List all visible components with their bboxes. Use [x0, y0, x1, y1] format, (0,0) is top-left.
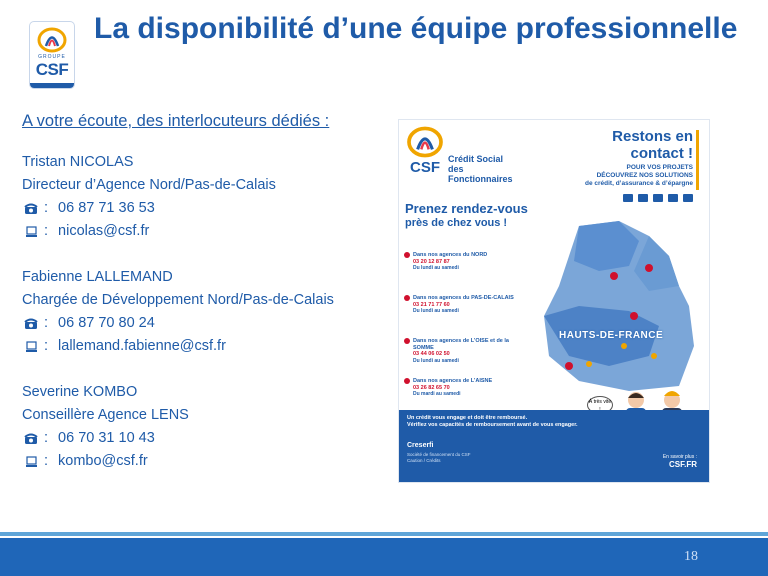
- contact-email[interactable]: lallemand.fabienne@csf.fr: [58, 338, 226, 354]
- contact-phone[interactable]: 06 87 70 80 24: [58, 315, 155, 331]
- page-title: La disponibilité d’une équipe professionnelle: [94, 12, 738, 45]
- location-pin-icon: [404, 295, 410, 301]
- legal-line1: Un crédit vous engage et doit être remboursé.: [407, 415, 528, 421]
- legal-notice: [407, 415, 578, 429]
- logo-sub: GROUPE: [38, 54, 66, 60]
- agency-entry: [413, 338, 513, 364]
- agency-entry: [413, 378, 492, 398]
- contact-role: Chargée de Développement Nord/Pas-de-Calais: [22, 292, 334, 308]
- creserfi-sub2: Caution / Crédits: [407, 458, 441, 463]
- contacts-column: [22, 110, 334, 496]
- savoir-label: En savoir plus :: [662, 454, 697, 460]
- contact-phone-row: [22, 312, 334, 335]
- poster-pour: [585, 164, 693, 188]
- intro-heading: A votre écoute, des interlocuteurs dédiés :: [22, 112, 330, 130]
- map-marker: [630, 312, 638, 320]
- contact-poster: [398, 119, 710, 483]
- agency-phone[interactable]: 03 44 06 02 50: [413, 351, 450, 357]
- computer-icon: [22, 341, 40, 353]
- poster-logo: [405, 126, 445, 182]
- separator: :: [44, 430, 49, 446]
- agency-label: Dans nos agences de L’OISE et de la SOMME: [413, 338, 509, 351]
- separator: :: [44, 338, 49, 354]
- pour-line1: POUR VOS PROJETS: [626, 164, 693, 171]
- contact-email-row: [22, 335, 334, 358]
- home-icon: [623, 194, 633, 202]
- product-icons: [623, 194, 693, 202]
- logo-brand: CSF: [35, 60, 69, 79]
- contact-email-row: [22, 220, 334, 243]
- csf-emblem-icon: [405, 126, 445, 158]
- map-marker: [651, 353, 657, 359]
- contact-email[interactable]: nicolas@csf.fr: [58, 223, 150, 239]
- separator: :: [44, 315, 49, 331]
- accent-line: [696, 130, 699, 190]
- separator: :: [44, 453, 49, 469]
- contact-block: [22, 266, 334, 358]
- region-label: HAUTS-DE-FRANCE: [559, 330, 664, 341]
- logo-bar: [30, 83, 74, 88]
- contact-phone[interactable]: 06 87 71 36 53: [58, 200, 155, 216]
- website-info: [663, 454, 697, 469]
- agency-hours: Du lundi au samedi: [413, 357, 459, 364]
- restons-line1: Restons en: [612, 128, 693, 145]
- footer-band: [0, 538, 768, 576]
- csf-logo: [30, 22, 74, 88]
- contact-name: Fabienne LALLEMAND: [22, 269, 173, 285]
- contact-email[interactable]: kombo@csf.fr: [58, 453, 148, 469]
- contact-phone-row: [22, 427, 334, 450]
- computer-icon: [22, 226, 40, 238]
- agency-entry: [413, 252, 487, 272]
- contact-role: Conseillère Agence LENS: [22, 407, 189, 423]
- website-link[interactable]: CSF.FR: [669, 460, 697, 469]
- contact-block: [22, 151, 334, 243]
- poster-prenez: [405, 202, 528, 230]
- phone-icon: [22, 203, 40, 215]
- agency-phone[interactable]: 03 21 71 77 60: [413, 301, 450, 308]
- agency-phone[interactable]: 03 26 82 65 70: [413, 384, 450, 391]
- phone-icon: [22, 433, 40, 445]
- region-map: [539, 216, 699, 396]
- contact-phone-row: [22, 197, 334, 220]
- prenez-line1: Prenez rendez-vous: [405, 201, 528, 216]
- agency-label: Dans nos agences du PAS-DE-CALAIS: [413, 295, 514, 301]
- creserfi-sub1: Société de financement du CSF: [407, 452, 471, 457]
- agency-hours: Du lundi au samedi: [413, 308, 459, 314]
- contact-role: Directeur d’Agence Nord/Pas-de-Calais: [22, 177, 276, 193]
- agency-label: Dans nos agences du NORD: [413, 252, 488, 258]
- contact-name: Severine KOMBO: [22, 384, 138, 400]
- csf-emblem-icon: [37, 27, 67, 53]
- page-number: 18: [684, 549, 698, 564]
- map-marker: [621, 343, 627, 349]
- contact-email-row: [22, 450, 334, 473]
- agency-phone[interactable]: 03 20 12 87 87: [413, 258, 450, 265]
- poster-footer: [399, 410, 709, 482]
- creserfi-brand: Creserfi: [407, 442, 434, 449]
- agency-hours: Du mardi au samedi: [413, 391, 461, 397]
- phone-icon: [22, 318, 40, 330]
- pour-line2: DÉCOUVREZ NOS SOLUTIONS: [596, 172, 693, 179]
- contact-phone[interactable]: 06 70 31 10 43: [58, 430, 155, 446]
- location-pin-icon: [404, 338, 410, 344]
- map-marker: [610, 272, 618, 280]
- prenez-line2: près de chez vous !: [405, 217, 508, 229]
- speech-bubble: À très vite: [587, 396, 613, 414]
- legal-line2: Vérifiez vos capacités de remboursement avant de vous engager.: [407, 422, 578, 428]
- poster-restons: [612, 128, 693, 162]
- agency-entry: [413, 295, 514, 315]
- pour-line3: de crédit, d’assurance & d’épargne: [584, 180, 693, 187]
- agency-label: Dans nos agences de L’AISNE: [413, 378, 493, 384]
- car-icon: [638, 194, 648, 202]
- map-marker: [565, 362, 573, 370]
- creserfi-sub: [407, 452, 471, 464]
- map-marker: [645, 264, 653, 272]
- restons-line2: contact !: [630, 145, 693, 162]
- contact-name: Tristan NICOLAS: [22, 154, 134, 170]
- agency-hours: Du lundi au samedi: [413, 265, 459, 271]
- umbrella-icon: [653, 194, 663, 202]
- map-marker: [586, 361, 592, 367]
- separator: :: [44, 200, 49, 216]
- card-icon: [683, 194, 693, 202]
- footer-accent: [0, 532, 768, 536]
- separator: :: [44, 223, 49, 239]
- computer-icon: [22, 456, 40, 468]
- location-pin-icon: [404, 252, 410, 258]
- contact-block: [22, 381, 334, 473]
- location-pin-icon: [404, 378, 410, 384]
- poster-brand: CSF: [410, 159, 440, 176]
- poster-csf-name: Crédit Social des Fonctionnaires: [448, 154, 513, 184]
- savings-icon: [668, 194, 678, 202]
